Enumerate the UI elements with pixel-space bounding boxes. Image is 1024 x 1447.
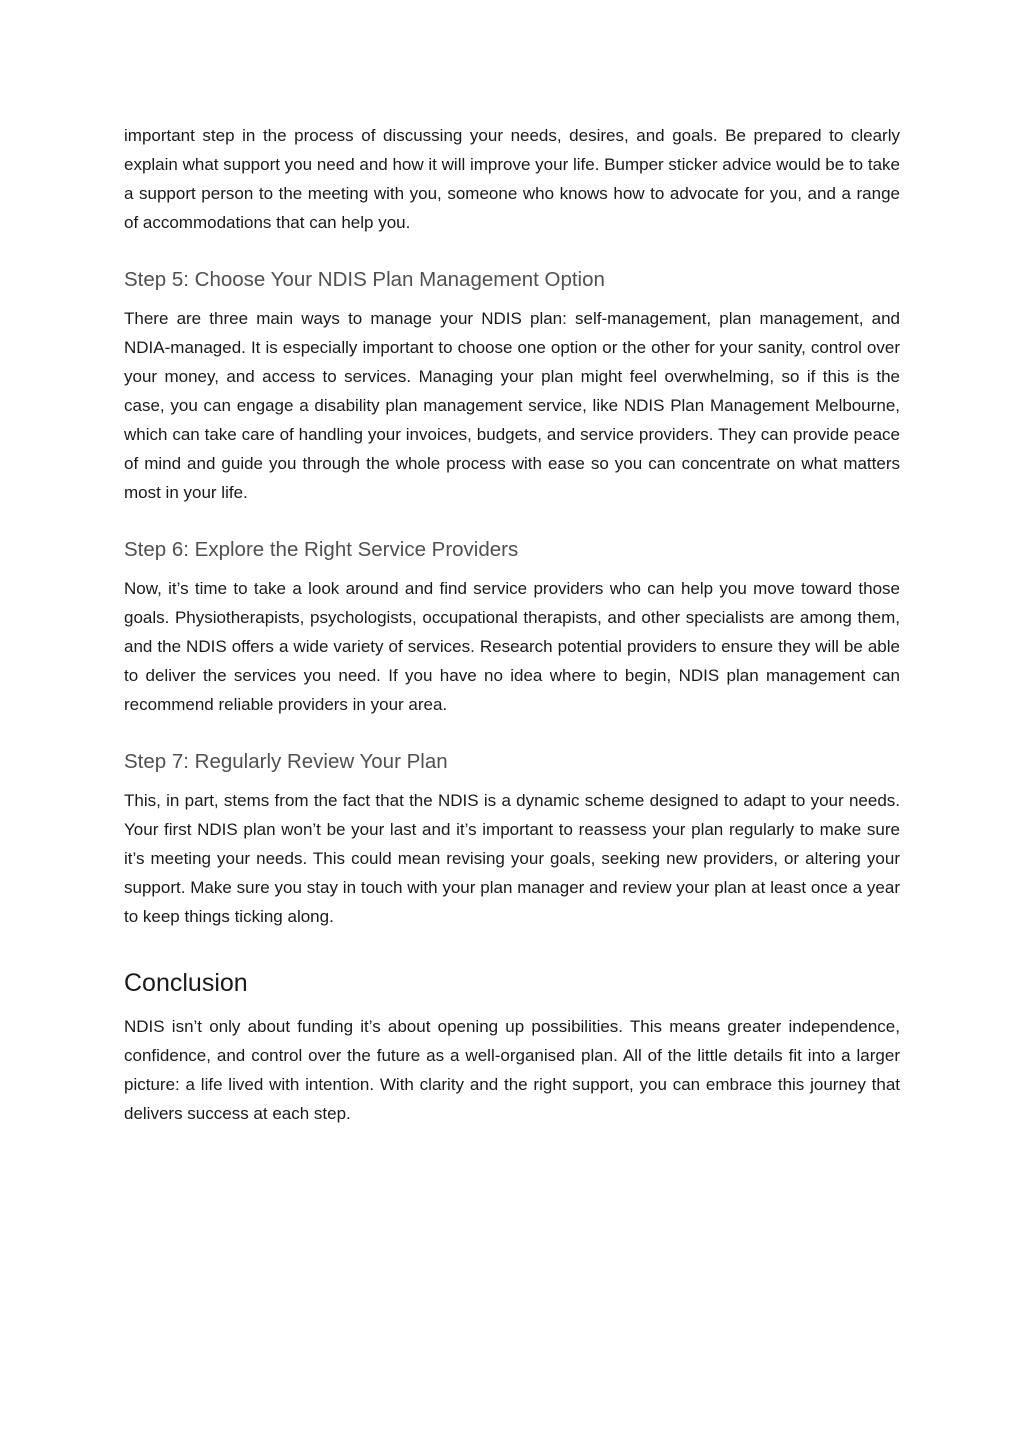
conclusion-paragraph: NDIS isn’t only about funding it’s about opening up possibilities. This means greater independence, confidence, and control over the future as a well-organised plan. All of the little details fit into a larger picture: a life lived with intention. With clarity and the right support, you can embrace this journey that delivers success at each step. (124, 1017, 900, 1123)
conclusion-heading: Conclusion (124, 969, 248, 997)
document-page (124, 121, 900, 1128)
step6-paragraph: Now, it’s time to take a look around and find service providers who can help you move toward those goals. Physiotherapists, psychologists, occupational therapists, and other specialists are among them, and the NDIS offers a wide variety of services. Research potential providers to ensure they will be able to deliver the services you need. If you have no idea where to begin, NDIS plan management can recommend reliable providers in your area. (124, 579, 900, 714)
intro-paragraph: important step in the process of discussing your needs, desires, and goals. Be prepared to clearly explain what support you need and how it will improve your life. Bumper sticker advice would be to take a support person to the meeting with you, someone who knows how to advocate for you, and a range of accommodations that can help you. (124, 126, 900, 232)
step5-paragraph: There are three main ways to manage your NDIS plan: self-management, plan management, and NDIA-managed. It is especially important to choose one option or the other for your sanity, control over your money, and access to services. Managing your plan might feel overwhelming, so if this is the case, you can engage a disability plan management service, like NDIS Plan Management Melbourne, which can take care of handling your invoices, budgets, and service providers. They can provide peace of mind and guide you through the whole process with ease so you can concentrate on what matters most in your life. (124, 309, 900, 502)
step7-heading: Step 7: Regularly Review Your Plan (124, 750, 448, 773)
step6-heading: Step 6: Explore the Right Service Providers (124, 538, 519, 561)
step7-paragraph: This, in part, stems from the fact that the NDIS is a dynamic scheme designed to adapt to your needs. Your first NDIS plan won’t be your last and it’s important to reassess your plan regularly to make sure it’s meeting your needs. This could mean revising your goals, seeking new providers, or altering your support. Make sure you stay in touch with your plan manager and review your plan at least once a year to keep things ticking along. (124, 791, 900, 926)
step5-heading: Step 5: Choose Your NDIS Plan Management Option (124, 268, 605, 291)
